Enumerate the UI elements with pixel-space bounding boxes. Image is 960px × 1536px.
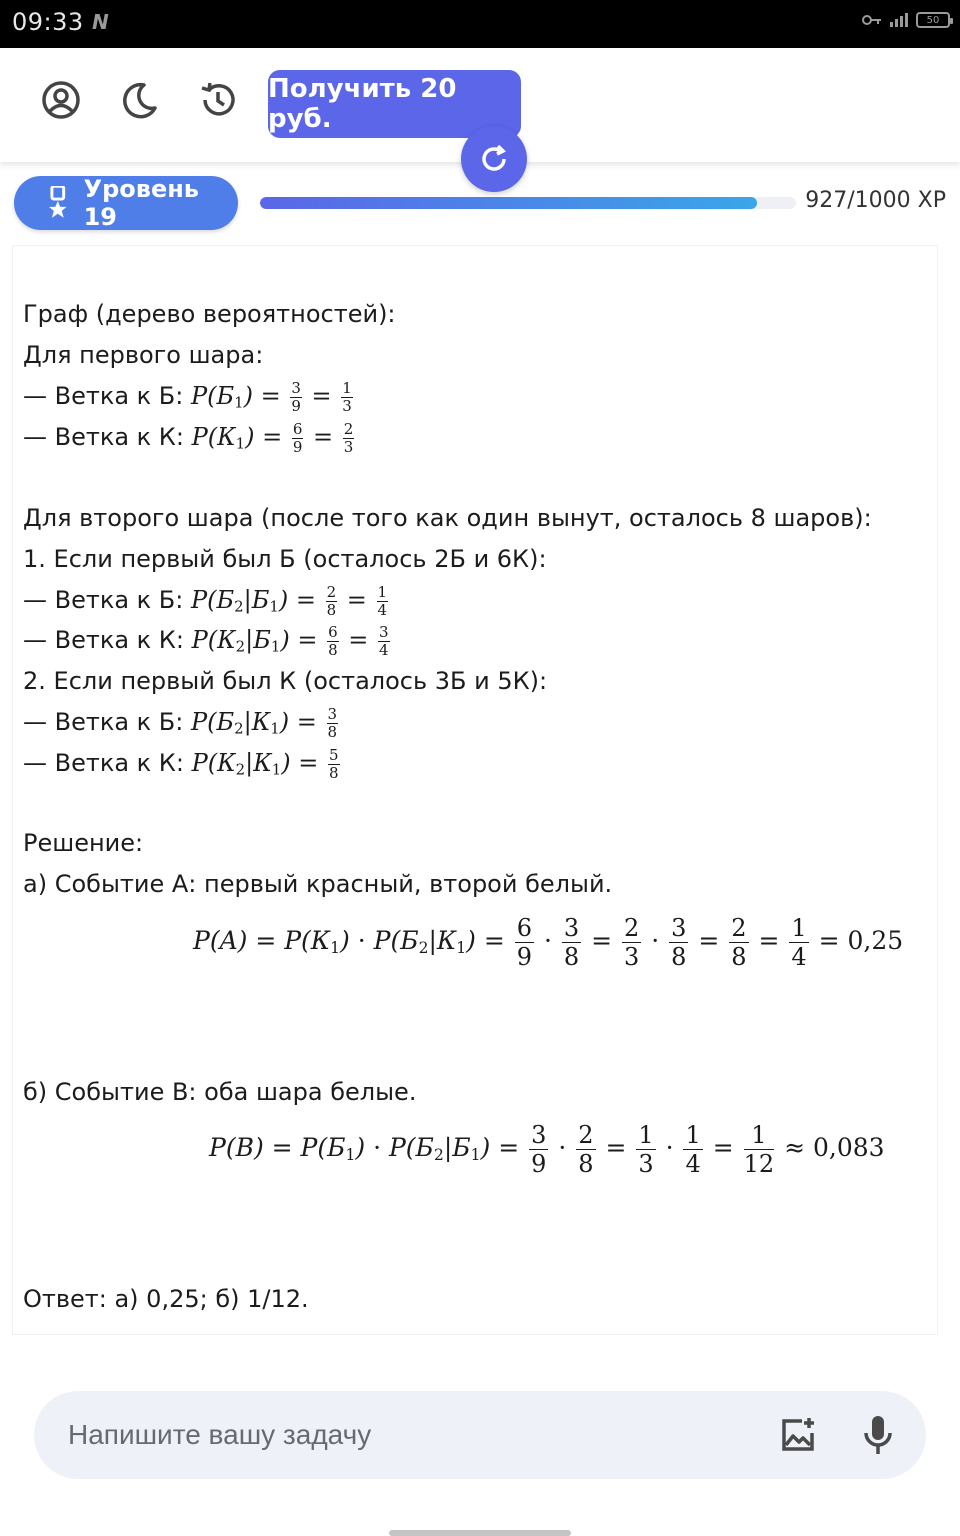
branch-b2-b1-line: [23, 585, 390, 622]
status-time: 09:33: [12, 8, 84, 36]
branch-k1-line: [23, 422, 356, 459]
answer-line: Ответ: а) 0,25; б) 1/12.: [23, 1285, 309, 1313]
refresh-icon: [477, 142, 511, 176]
branch-label: — Ветка к К:: [23, 626, 184, 654]
microphone-icon[interactable]: [858, 1413, 898, 1457]
history-icon[interactable]: [198, 80, 238, 120]
formula-p-b1: $P(Б_1)$ = $\frac{3}{9}$ = $\frac{1}{3}$: [191, 379, 352, 415]
signal-icon: [888, 12, 910, 28]
formula-p-k2-b1: $P(К_2|Б_1)$ = $\frac{6}{8}$ = $\frac{3}{4}$: [191, 623, 389, 659]
solution-heading: Решение:: [23, 829, 144, 857]
level-label: Уровень 19: [83, 175, 199, 231]
branch-label: — Ветка к Б:: [23, 382, 184, 410]
formula-event-a: $P(A) = P(К_1) \cdot P(Б_2|К_1)$ = $\frac{6}{9}$ · $\frac{3}{8}$ = $\frac{2}{3}$ · $\frac{3}{8}$ = $\frac{2}{8}$ = $\frac{1}{4}$ = 0,25: [193, 914, 904, 971]
first-ball-heading: Для первого шара:: [23, 341, 264, 369]
home-indicator[interactable]: [389, 1530, 571, 1536]
branch-k2-b1-line: [23, 625, 392, 662]
get-bonus-button[interactable]: Получить 20 руб.: [268, 70, 521, 138]
branch-b1-line: [23, 381, 355, 418]
branch-label: — Ветка к Б:: [23, 708, 184, 736]
formula-p-k1: $P(К_1)$ = $\frac{6}{9}$ = $\frac{2}{3}$: [191, 420, 354, 456]
task-input[interactable]: [68, 1415, 748, 1455]
moon-icon[interactable]: [120, 80, 160, 120]
xp-text: 927/1000 XP: [805, 188, 946, 213]
composer-area: [0, 1335, 960, 1536]
medal-icon: [46, 186, 70, 220]
graph-title: Граф (дерево вероятностей):: [23, 300, 396, 328]
answer-card: [12, 245, 938, 1335]
branch-b2-k1-line: [23, 707, 340, 744]
result-a: 0,25: [847, 926, 904, 955]
branch-label: — Ветка к К:: [23, 749, 184, 777]
battery-level: 50: [926, 14, 940, 26]
formula-p-b2-k1: $P(Б_2|К_1)$ = $\frac{3}{8}$: [191, 705, 338, 741]
level-badge[interactable]: [14, 176, 238, 230]
account-circle-icon[interactable]: [41, 80, 81, 120]
refresh-button[interactable]: [461, 126, 527, 192]
add-image-icon[interactable]: [778, 1415, 818, 1455]
formula-event-b: $P(B) = P(Б_1) \cdot P(Б_2|Б_1)$ = $\frac{3}{9}$ · $\frac{2}{8}$ = $\frac{1}{3}$ · $\frac{1}{4}$ = $\frac{1}{12}$ ≈ 0,083: [209, 1121, 885, 1178]
xp-progress-fill: [260, 197, 757, 209]
battery-icon: [916, 12, 950, 28]
branch-label: — Ветка к К:: [23, 423, 184, 451]
case-2-heading: 2. Если первый был К (осталось 3Б и 5К):: [23, 667, 548, 695]
notification-n-icon: N: [92, 10, 109, 34]
branch-label: — Ветка к Б:: [23, 586, 184, 614]
vpn-key-icon: [862, 13, 882, 27]
formula-p-k2-k1: $P(К_2|К_1)$ = $\frac{5}{8}$: [191, 746, 339, 782]
formula-p-b2-b1: $P(Б_2|Б_1)$ = $\frac{2}{8}$ = $\frac{1}{4}$: [191, 583, 388, 619]
xp-progress-bar: [260, 197, 796, 209]
part-b-heading: б) Событие В: оба шара белые.: [23, 1078, 417, 1106]
part-a-heading: а) Событие А: первый красный, второй белый.: [23, 870, 613, 898]
result-b: 0,083: [812, 1133, 885, 1162]
case-1-heading: 1. Если первый был Б (осталось 2Б и 6К):: [23, 545, 547, 573]
branch-k2-k1-line: [23, 748, 342, 785]
status-icons: [862, 12, 950, 28]
task-input-container: [34, 1391, 926, 1479]
status-bar: [0, 0, 960, 48]
second-ball-heading: Для второго шара (после того как один вынут, осталось 8 шаров):: [23, 504, 872, 532]
